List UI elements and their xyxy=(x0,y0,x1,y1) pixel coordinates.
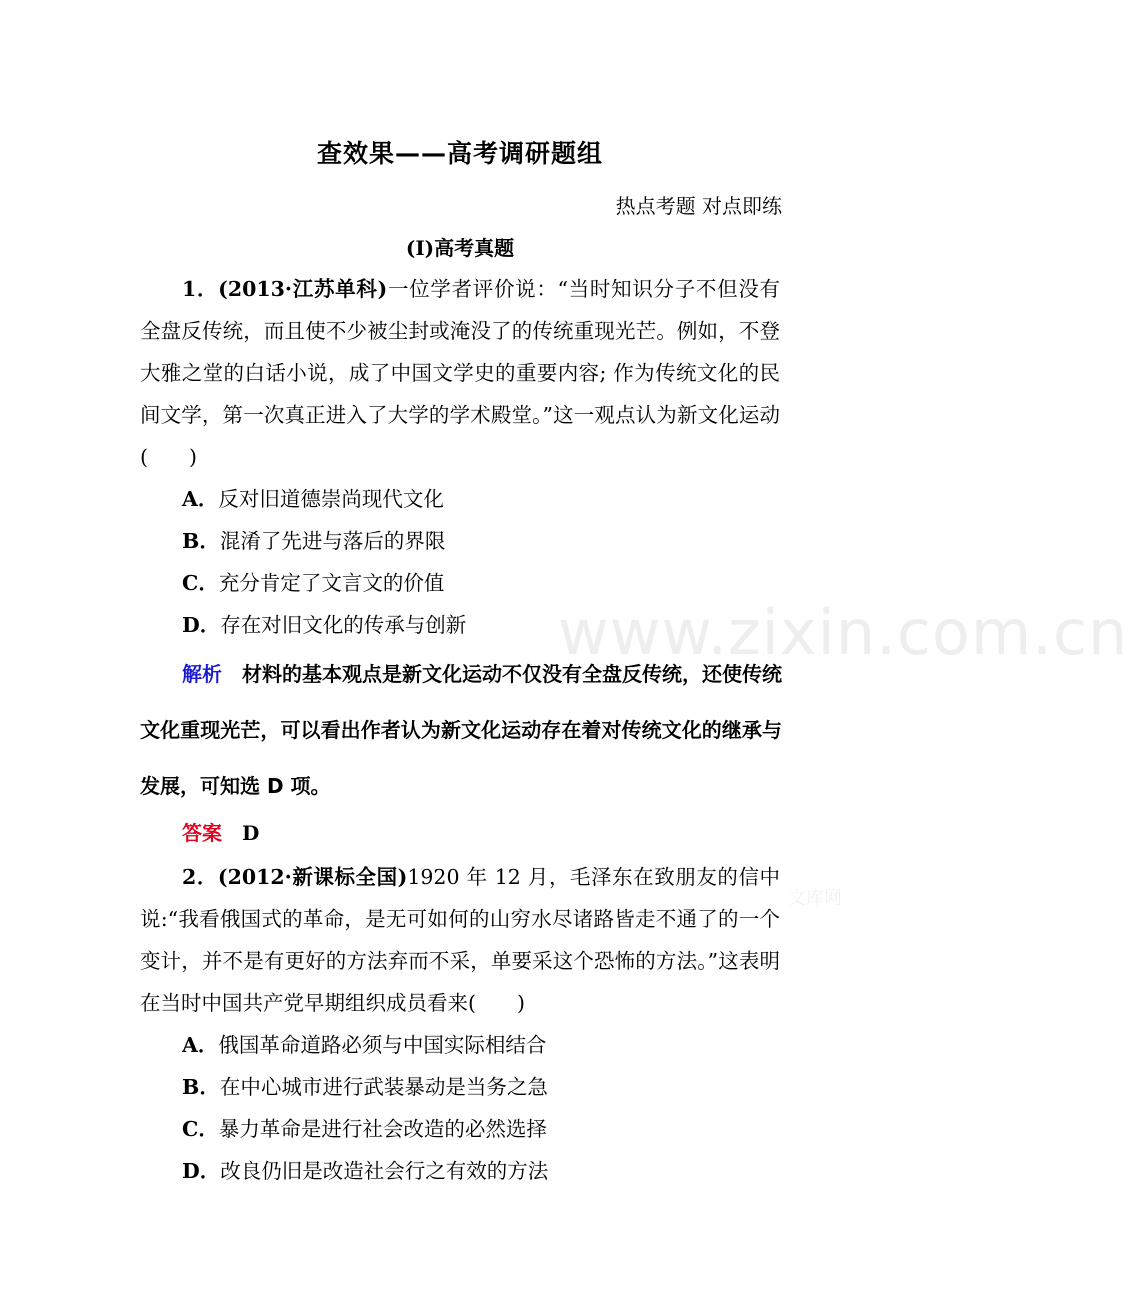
analysis-label: 解析 xyxy=(182,662,222,686)
option-text: 存在对旧文化的传承与创新 xyxy=(220,613,467,637)
question-2-text: 1920 年 12 月，毛泽东在致朋友的信中说:“我看俄国式的革命，是无可如何的山穷水尽诸路皆走不通了的一个变计，并不是有更好的方法弃而不采，单要采这个恐怖的方法。”这表明在当时中国共产党早期组织成员看来( ) xyxy=(140,865,781,1015)
option-text: 充分肯定了文言文的价值 xyxy=(218,571,445,595)
question-1-option-a xyxy=(182,478,444,520)
question-2-option-b xyxy=(182,1066,548,1108)
question-1-analysis xyxy=(140,646,782,814)
question-1-answer xyxy=(182,812,259,854)
question-1-source: (2013·江苏单科) xyxy=(218,277,388,301)
option-text: 反对旧道德崇尚现代文化 xyxy=(218,487,444,511)
section-heading: (Ⅰ)高考真题 xyxy=(405,236,515,260)
question-1-option-d xyxy=(182,604,466,646)
option-letter: D． xyxy=(182,1159,221,1183)
page-title: 查效果——高考调研题组 xyxy=(316,139,603,168)
question-1-option-c xyxy=(182,562,444,604)
option-letter: C． xyxy=(182,1117,219,1141)
analysis-text: 材料的基本观点是新文化运动不仅没有全盘反传统，还使传统文化重现光芒，可以看出作者认为新文化运动存在着对传统文化的继承与发展，可知选 D 项。 xyxy=(140,662,782,798)
question-2-option-d xyxy=(182,1150,548,1192)
option-letter: A． xyxy=(182,487,219,511)
question-1-number: 1． xyxy=(182,277,219,301)
option-letter: D． xyxy=(182,613,221,637)
option-letter: B． xyxy=(182,529,220,553)
watermark-small: 文库网 xyxy=(788,888,842,909)
question-2-number: 2． xyxy=(182,865,218,889)
question-2-option-a xyxy=(182,1024,546,1066)
watermark-site: www.zixin.com.cn xyxy=(558,596,1128,669)
option-letter: A． xyxy=(182,1033,219,1057)
option-letter: C． xyxy=(182,571,219,595)
question-1-text: 一位学者评价说：“当时知识分子不但没有全盘反传统，而且使不少被尘封或淹没了的传统重现光芒。例如，不登大雅之堂的白话小说，成了中国文学史的重要内容; 作为传统文化的民间文学，第一次真正进入了大学的学术殿堂。”这一观点认为新文化运动( ) xyxy=(140,277,781,469)
question-1-option-b xyxy=(182,520,445,562)
option-text: 改良仍旧是改造社会行之有效的方法 xyxy=(220,1159,549,1183)
option-text: 混淆了先进与落后的界限 xyxy=(219,529,446,553)
option-text: 在中心城市进行武装暴动是当务之急 xyxy=(219,1075,548,1099)
question-1-stem xyxy=(140,268,780,478)
answer-label: 答案 xyxy=(182,821,222,845)
answer-value: D xyxy=(242,821,260,845)
option-text: 暴力革命是进行社会改造的必然选择 xyxy=(218,1117,547,1141)
question-2-stem xyxy=(140,856,780,1024)
page-subtitle: 热点考题 对点即练 xyxy=(615,194,782,218)
option-letter: B． xyxy=(182,1075,220,1099)
option-text: 俄国革命道路必须与中国实际相结合 xyxy=(218,1033,547,1057)
question-2-option-c xyxy=(182,1108,547,1150)
question-2-source: (2012·新课标全国) xyxy=(217,865,408,889)
